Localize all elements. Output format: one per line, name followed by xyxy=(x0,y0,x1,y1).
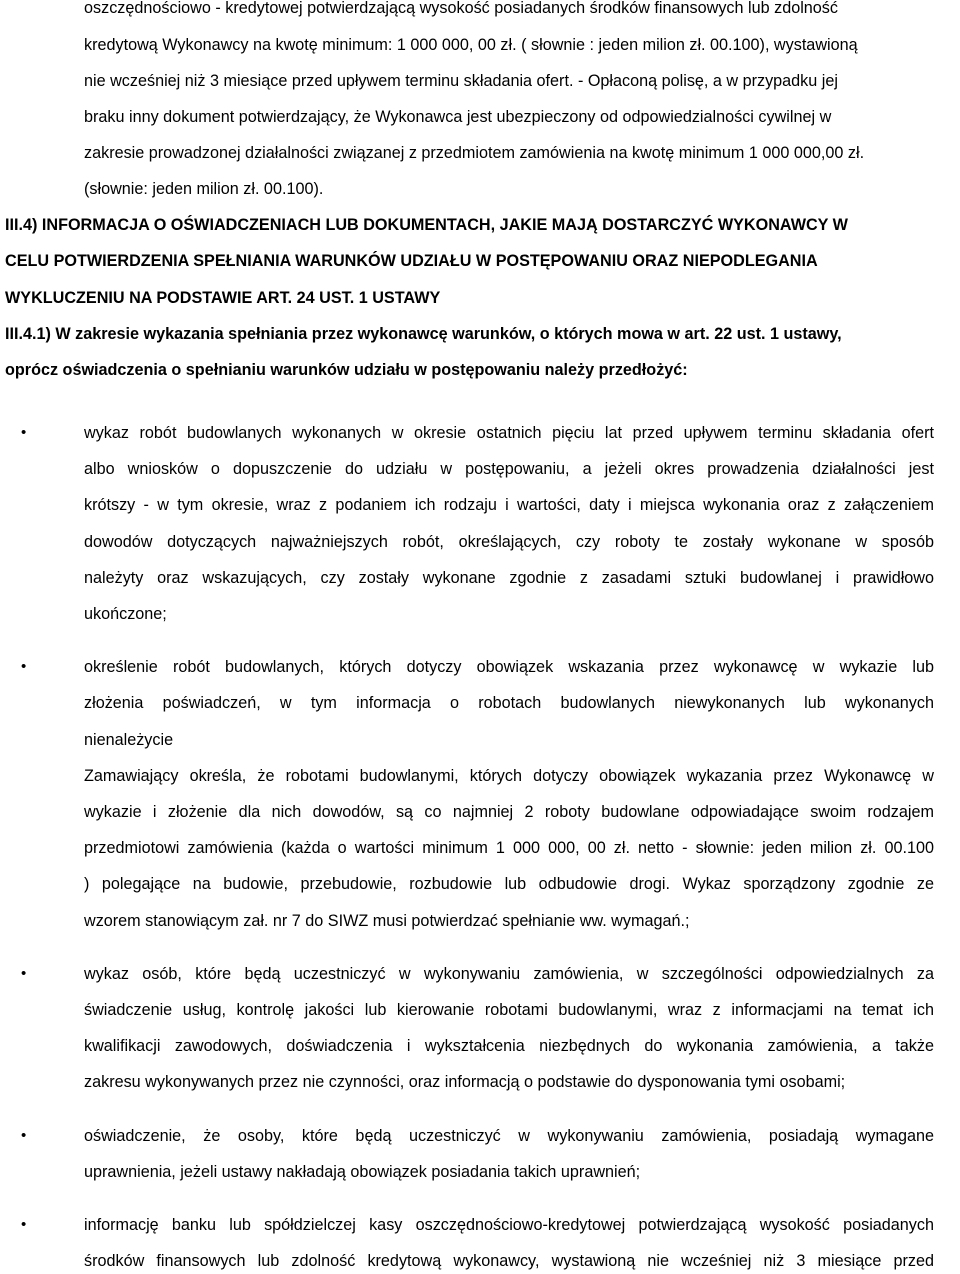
text-line: wykaz osób, które będą uczestniczyć w wykonywaniu zamówienia, w szczególności odpowiedzialnych za xyxy=(84,965,934,983)
heading-line: WYKLUCZENIU NA PODSTAWIE ART. 24 UST. 1 USTAWY xyxy=(5,289,441,307)
text-line: oszczędnościowo - kredytowej potwierdzającą wysokość posiadanych środków finansowych lub zdolność xyxy=(84,0,838,17)
text-line: kredytową Wykonawcy na kwotę minimum: 1 000 000, 00 zł. ( słownie : jeden milion zł. 00.100), wystawioną xyxy=(84,36,858,54)
text-line: środków finansowych lub zdolność kredytową wykonawcy, wystawioną nie wcześniej niż 3 miesiące przed xyxy=(84,1252,934,1270)
bullet-icon: • xyxy=(21,658,27,675)
text-line: nie wcześniej niż 3 miesiące przed upływem terminu składania ofert. - Opłaconą polisę, a w przypadku jej xyxy=(84,72,838,90)
text-line: oświadczenie, że osoby, które będą uczestniczyć w wykonywaniu zamówienia, posiadają wymagane xyxy=(84,1127,934,1145)
text-line: Zamawiający określa, że robotami budowlanymi, których dotyczy obowiązek wykazania przez Wykonawcę w xyxy=(84,767,934,785)
text-line: braku inny dokument potwierdzający, że Wykonawca jest ubezpieczony od odpowiedzialności cywilnej w xyxy=(84,108,832,126)
text-line: ukończone; xyxy=(84,605,167,623)
bullet-icon: • xyxy=(21,965,27,982)
text-line: należyty oraz wskazujących, czy zostały wykonane zgodnie z zasadami sztuki budowlanej i prawidłowo xyxy=(84,569,934,587)
text-line: albo wniosków o dopuszczenie do udziału w postępowaniu, a jeżeli okres prowadzenia działalności jest xyxy=(84,460,934,478)
text-line: nienależycie xyxy=(84,731,174,749)
text-line: przedmiotowi zamówienia (każda o wartości minimum 1 000 000, 00 zł. netto - słownie: jeden milion zł. 00.100 xyxy=(84,839,934,857)
text-line: krótszy - w tym okresie, wraz z podaniem ich rodzaju i wartości, daty i miejsca wykonania oraz z załączeniem xyxy=(84,496,934,514)
bullet-icon: • xyxy=(21,1127,27,1144)
heading-line: oprócz oświadczenia o spełnianiu warunków udziału w postępowaniu należy przedłożyć: xyxy=(5,361,688,379)
text-line: informację banku lub spółdzielczej kasy oszczędnościowo-kredytowej potwierdzającą wysokość posiadanych xyxy=(84,1216,934,1234)
text-line: zakresie prowadzonej działalności związanej z przedmiotem zamówienia na kwotę minimum 1 000 000,00 zł. xyxy=(84,144,865,162)
heading-line: III.4) INFORMACJA O OŚWIADCZENIACH LUB DOKUMENTACH, JAKIE MAJĄ DOSTARCZYĆ WYKONAWCY W xyxy=(5,216,848,234)
text-line: wzorem stanowiącym zał. nr 7 do SIWZ musi potwierdzać spełnianie ww. wymagań.; xyxy=(84,912,690,930)
text-line: (słownie: jeden milion zł. 00.100). xyxy=(84,180,324,198)
heading-line: III.4.1) W zakresie wykazania spełniania przez wykonawcę warunków, o których mowa w art. 22 ust. 1 ustawy, xyxy=(5,325,842,343)
text-line: złożenia poświadczeń, w tym informacja o robotach budowlanych niewykonanych lub wykonanych xyxy=(84,694,934,712)
text-line: określenie robót budowlanych, których dotyczy obowiązek wskazania przez wykonawcę w wykazie lub xyxy=(84,658,934,676)
text-line: świadczenie usług, kontrolę jakości lub kierowanie robotami budowlanymi, wraz z informacjami na temat ich xyxy=(84,1001,934,1019)
text-line: ) polegające na budowie, przebudowie, rozbudowie lub odbudowie drogi. Wykaz sporządzony zgodnie ze xyxy=(84,875,934,893)
text-line: dowodów dotyczących najważniejszych robót, określających, czy roboty te zostały wykonane w sposób xyxy=(84,533,934,551)
heading-line: CELU POTWIERDZENIA SPEŁNIANIA WARUNKÓW UDZIAŁU W POSTĘPOWANIU ORAZ NIEPODLEGANIA xyxy=(5,252,818,270)
text-line: wykaz robót budowlanych wykonanych w okresie ostatnich pięciu lat przed upływem terminu składania ofert xyxy=(84,424,934,442)
bullet-icon: • xyxy=(21,424,27,441)
text-line: uprawnienia, jeżeli ustawy nakładają obowiązek posiadania takich uprawnień; xyxy=(84,1163,641,1181)
text-line: wykazie i złożenie dla nich dowodów, są co najmniej 2 roboty budowlane odpowiadające swoim rodzajem xyxy=(84,803,934,821)
text-line: kwalifikacji zawodowych, doświadczenia i wykształcenia niezbędnych do wykonania zamówienia, a także xyxy=(84,1037,934,1055)
text-line: zakresu wykonywanych przez nie czynności, oraz informacją o podstawie do dysponowania tymi osobami; xyxy=(84,1073,846,1091)
bullet-icon: • xyxy=(21,1216,27,1233)
